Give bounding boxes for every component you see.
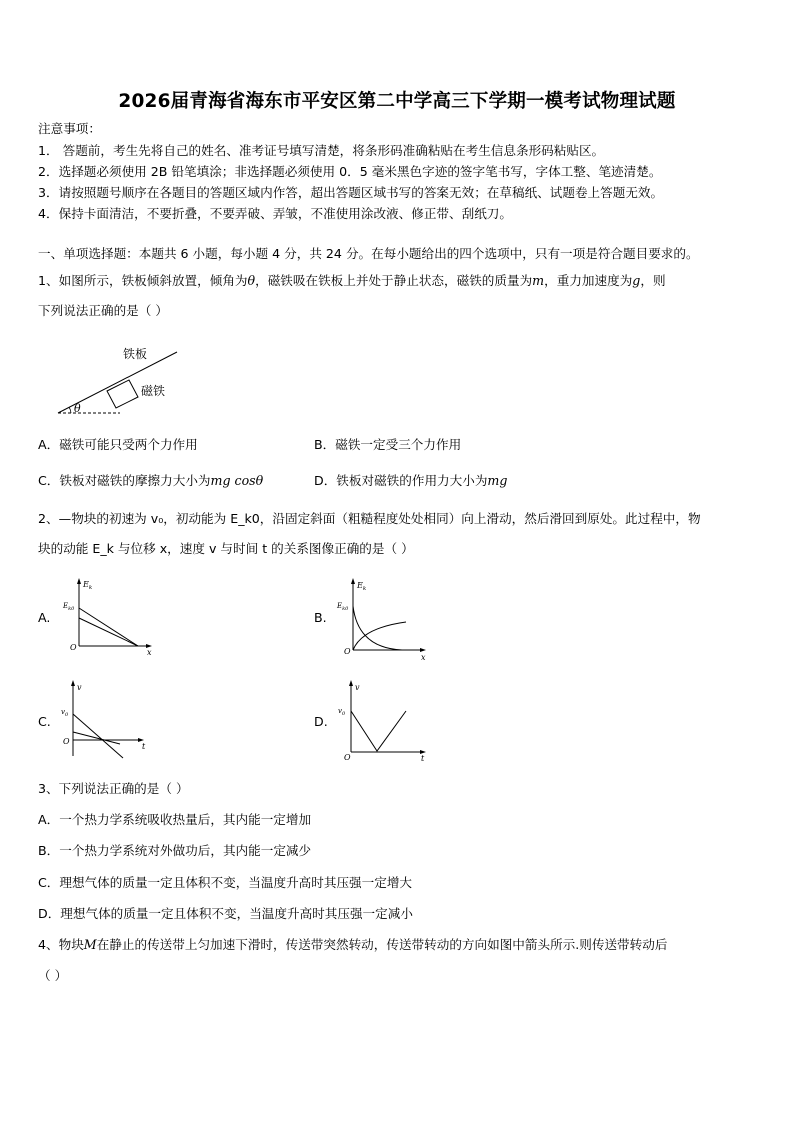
q4-stem-line1 <box>38 937 667 953</box>
q1-option-c <box>38 473 263 489</box>
q1-text-c: ，重力加速度为 <box>544 273 633 288</box>
angle-arc <box>69 407 71 413</box>
notice-item-4: 4．保持卡面清洁，不要折叠，不要弄破、弄皱，不准使用涂改液、修正带、刮纸刀。 <box>38 206 512 221</box>
q1-stem-line2: 下列说法正确的是（ ） <box>38 303 168 318</box>
graph-a-ek0-label: $E_{k0}$ <box>63 602 75 612</box>
q3-option-a: A．一个热力学系统吸收热量后，其内能一定增加 <box>38 812 312 827</box>
q4-mass-symbol: M <box>83 937 97 952</box>
q1-g-symbol: g <box>632 273 641 288</box>
graph-d-origin: O <box>344 753 351 762</box>
graph-a-line-up <box>79 608 138 646</box>
notice-heading: 注意事项： <box>38 121 101 136</box>
q1-option-c-text: C．铁板对磁铁的摩擦力大小为 <box>38 473 211 488</box>
q2-stem-line1: 2、—物块的初速为 v₀，初动能为 E_k0，沿固定斜面（粗糙程度处处相同）向上滑动，然后滑回到原处。此过程中，物 <box>38 511 701 526</box>
graph-b-origin: O <box>344 647 351 656</box>
q1-text-b: ，磁铁吸在铁板上并处于静止状态，磁铁的质量为 <box>255 273 533 288</box>
q2-label-b: B. <box>314 610 327 625</box>
q1-theta: θ <box>247 273 256 288</box>
graph-c-line-shallow <box>73 732 120 744</box>
section-heading: 一、单项选择题：本题共 6 小题，每小题 4 分，共 24 分。在每小题给出的四个选项中，只有一项是符合题目要求的。 <box>38 246 699 261</box>
q2-label-c: C. <box>38 714 51 729</box>
graph-c-v0-label: $v_0$ <box>61 708 69 718</box>
graph-d-t-label: t <box>421 754 425 763</box>
q4-stem-line2: （ ） <box>38 968 68 983</box>
q1-mass-symbol: m <box>532 273 545 288</box>
graph-a-y-label: $E_k$ <box>83 580 93 591</box>
q1-option-a: A．磁铁可能只受两个力作用 <box>38 437 198 452</box>
graph-b-ek0-label: $E_{k0}$ <box>337 602 349 612</box>
graph-b-decay-curve <box>353 606 402 650</box>
graph-d-v0-label: $v_0$ <box>338 707 346 717</box>
q4-text-a: 4、物块 <box>38 937 84 952</box>
graph-c-origin: O <box>63 737 70 746</box>
q1-figure <box>50 340 190 420</box>
q3-option-b: B．一个热力学系统对外做功后，其内能一定减少 <box>38 843 312 858</box>
q2-graph-d <box>334 678 434 764</box>
q1-stem-line1 <box>38 273 666 289</box>
fig-theta-label: θ <box>74 402 81 415</box>
fig-board-label: 铁板 <box>123 347 148 361</box>
graph-d-y-label: v <box>355 683 360 692</box>
graph-a-origin: O <box>70 643 77 652</box>
notice-item-2: 2．选择题必须使用 2B 铅笔填涂；非选择题必须使用 0．5 毫米黑色字迹的签字笔书写，字体工整、笔迹清楚。 <box>38 164 662 179</box>
q2-graph-b <box>334 576 434 664</box>
q1-text-d: ，则 <box>640 273 666 288</box>
notice-item-1: 1． 答题前，考生先将自己的姓名、准考证号填写清楚，将条形码准确粘贴在考生信息条形码粘贴区。 <box>38 143 605 158</box>
q2-graph-c <box>60 678 160 760</box>
graph-a-x-label: x <box>147 648 152 657</box>
q3-stem: 3、下列说法正确的是（ ） <box>38 781 189 796</box>
q3-option-d: D．理想气体的质量一定且体积不变，当温度升高时其压强一定减小 <box>38 906 413 921</box>
notice-item-3: 3．请按照题号顺序在各题目的答题区域内作答，超出答题区域书写的答案无效；在草稿纸、试题卷上答题无效。 <box>38 185 664 200</box>
magnet-block <box>107 380 138 408</box>
graph-a-line-down <box>79 618 138 646</box>
q1-option-d <box>314 473 507 489</box>
graph-c-line-steep <box>73 714 123 758</box>
graph-d-v-line <box>351 711 406 751</box>
q1-option-d-text: D．铁板对磁铁的作用力大小为 <box>314 473 488 488</box>
graph-b-x-label: x <box>421 653 426 662</box>
graph-b-y-label: $E_k$ <box>357 581 367 592</box>
q2-label-d: D. <box>314 714 328 729</box>
q4-text-b: 在静止的传送带上匀加速下滑时，传送带突然转动，传送带转动的方向如图中箭头所示.则传送带转动后 <box>96 937 668 952</box>
q2-graph-a <box>60 576 160 658</box>
graph-c-y-label: v <box>77 683 82 692</box>
q1-text-a: 1、如图所示，铁板倾斜放置，倾角为 <box>38 273 248 288</box>
q3-option-c: C．理想气体的质量一定且体积不变，当温度升高时其压强一定增大 <box>38 875 413 890</box>
q1-option-c-expr: mg cosθ <box>210 473 264 488</box>
exam-title: 2026届青海省海东市平安区第二中学高三下学期一模考试物理试题 <box>118 91 676 112</box>
q2-stem-line2: 块的动能 E_k 与位移 x，速度 v 与时间 t 的关系图像正确的是（ ） <box>38 541 414 556</box>
q2-label-a: A. <box>38 610 51 625</box>
graph-c-t-label: t <box>142 742 146 751</box>
q1-option-d-expr: mg <box>487 473 508 488</box>
fig-magnet-label: 磁铁 <box>141 384 166 398</box>
q1-option-b: B．磁铁一定受三个力作用 <box>314 437 462 452</box>
